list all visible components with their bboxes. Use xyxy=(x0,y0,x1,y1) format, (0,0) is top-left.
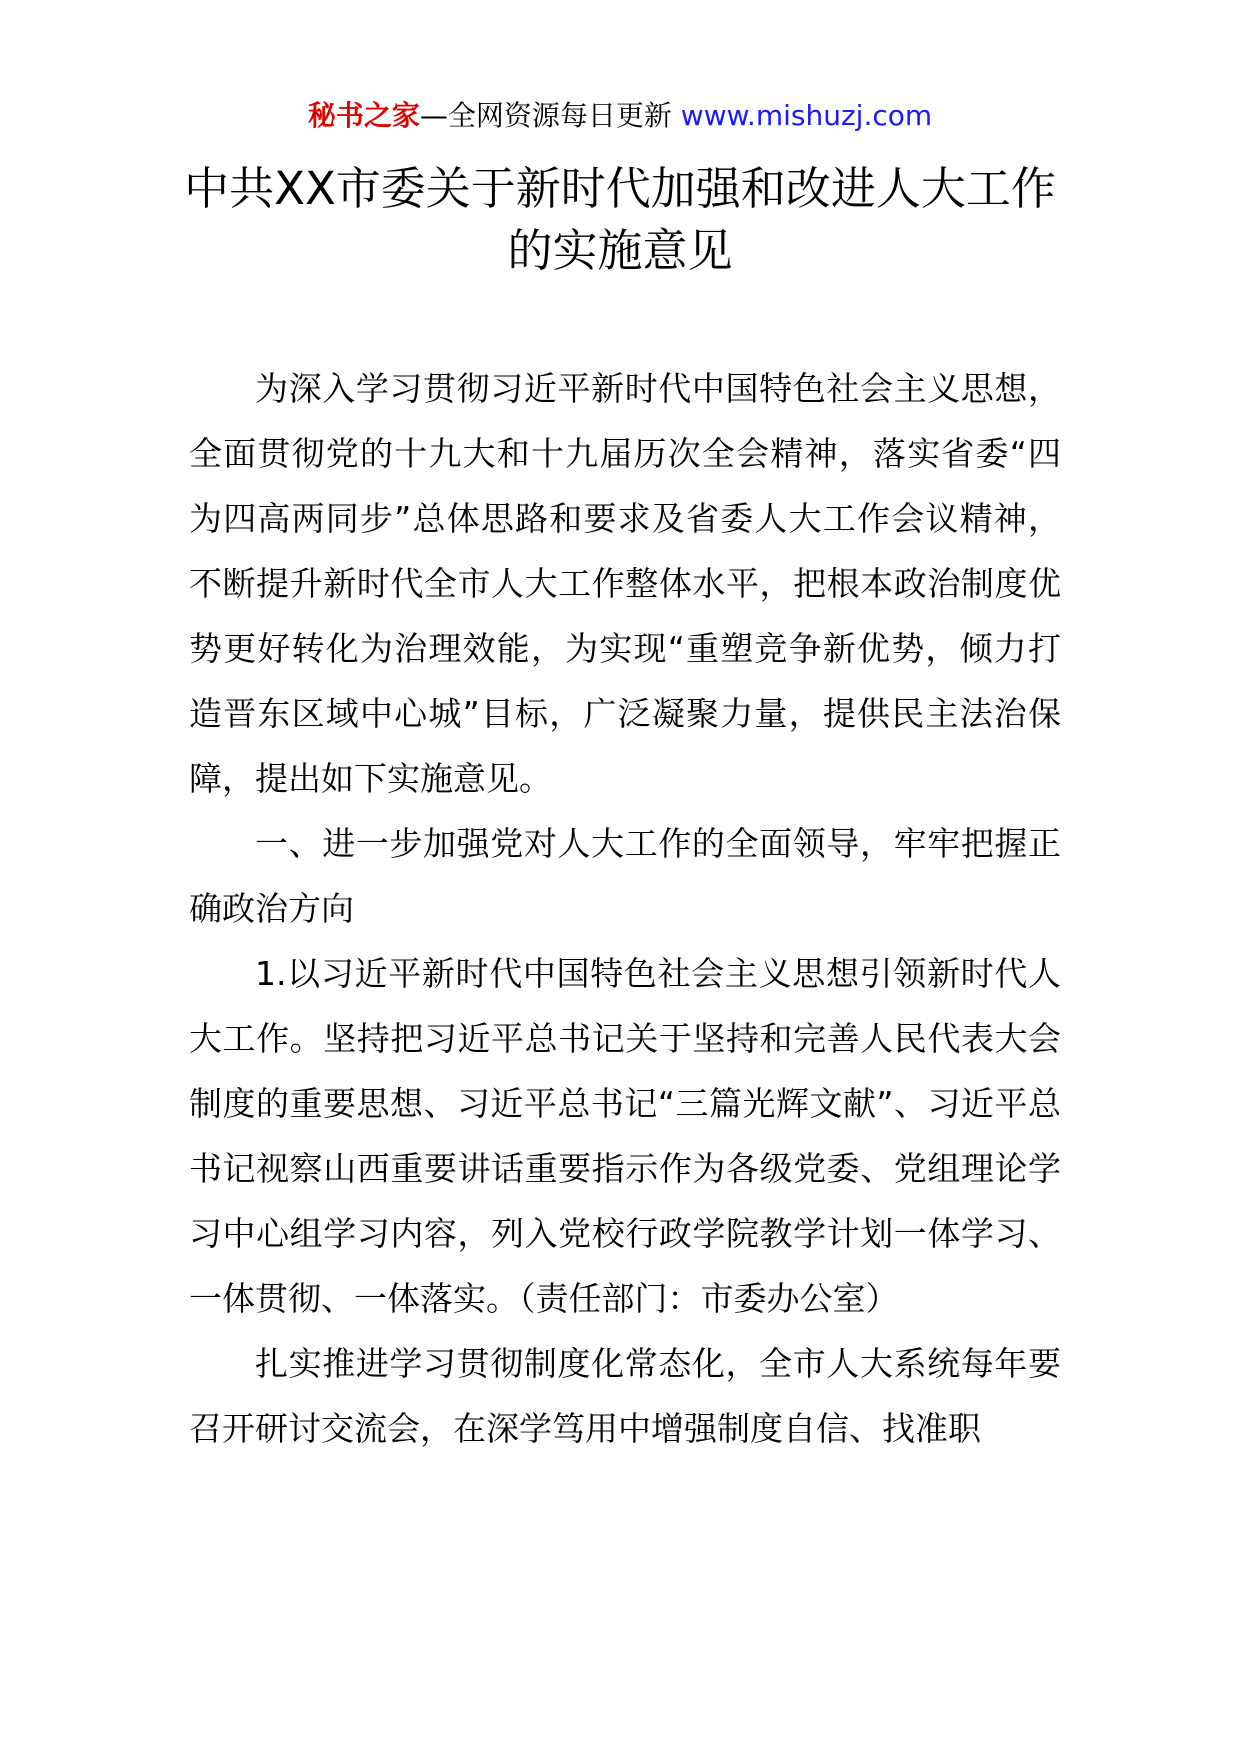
document-title: 中共XX市委关于新时代加强和改进人大工作的实施意见 xyxy=(184,162,1056,277)
body-paragraph: 扎实推进学习贯彻制度化常态化，全市人大系统每年要召开研讨交流会，在深学笃用中增强制度自信、找准职 xyxy=(189,1344,1061,1448)
intro-paragraph: 为深入学习贯彻习近平新时代中国特色社会主义思想，全面贯彻党的十九大和十九届历次全会精神，落实省委“四为四高两同步”总体思路和要求及省委人大工作会议精神，不断提升新时代全市人大工作整体水平，把根本政治制度优势更好转化为治理效能，为实现“重塑竞争新优势，倾力打造晋东区域中心城”目标，广泛凝聚力量，提供民主法治保障，提出如下实施意见。 xyxy=(189,369,1061,798)
brand-name: 秘书之家 xyxy=(307,99,420,132)
header-banner xyxy=(0,96,1240,136)
site-link[interactable]: www.mishuzj.com xyxy=(680,99,933,132)
document-body xyxy=(189,356,1061,1461)
section-heading-1: 一、进一步加强党对人大工作的全面领导，牢牢把握正确政治方向 xyxy=(189,824,1061,928)
header-tagline: —全网资源每日更新 xyxy=(419,99,672,132)
item-1-paragraph: 1.以习近平新时代中国特色社会主义思想引领新时代人大工作。坚持把习近平总书记关于坚持和完善人民代表大会制度的重要思想、习近平总书记“三篇光辉文献”、习近平总书记视察山西重要讲话重要指示作为各级党委、党组理论学习中心组学习内容，列入党校行政学院教学计划一体学习、一体贯彻、一体落实。（责任部门：市委办公室） xyxy=(189,954,1061,1318)
